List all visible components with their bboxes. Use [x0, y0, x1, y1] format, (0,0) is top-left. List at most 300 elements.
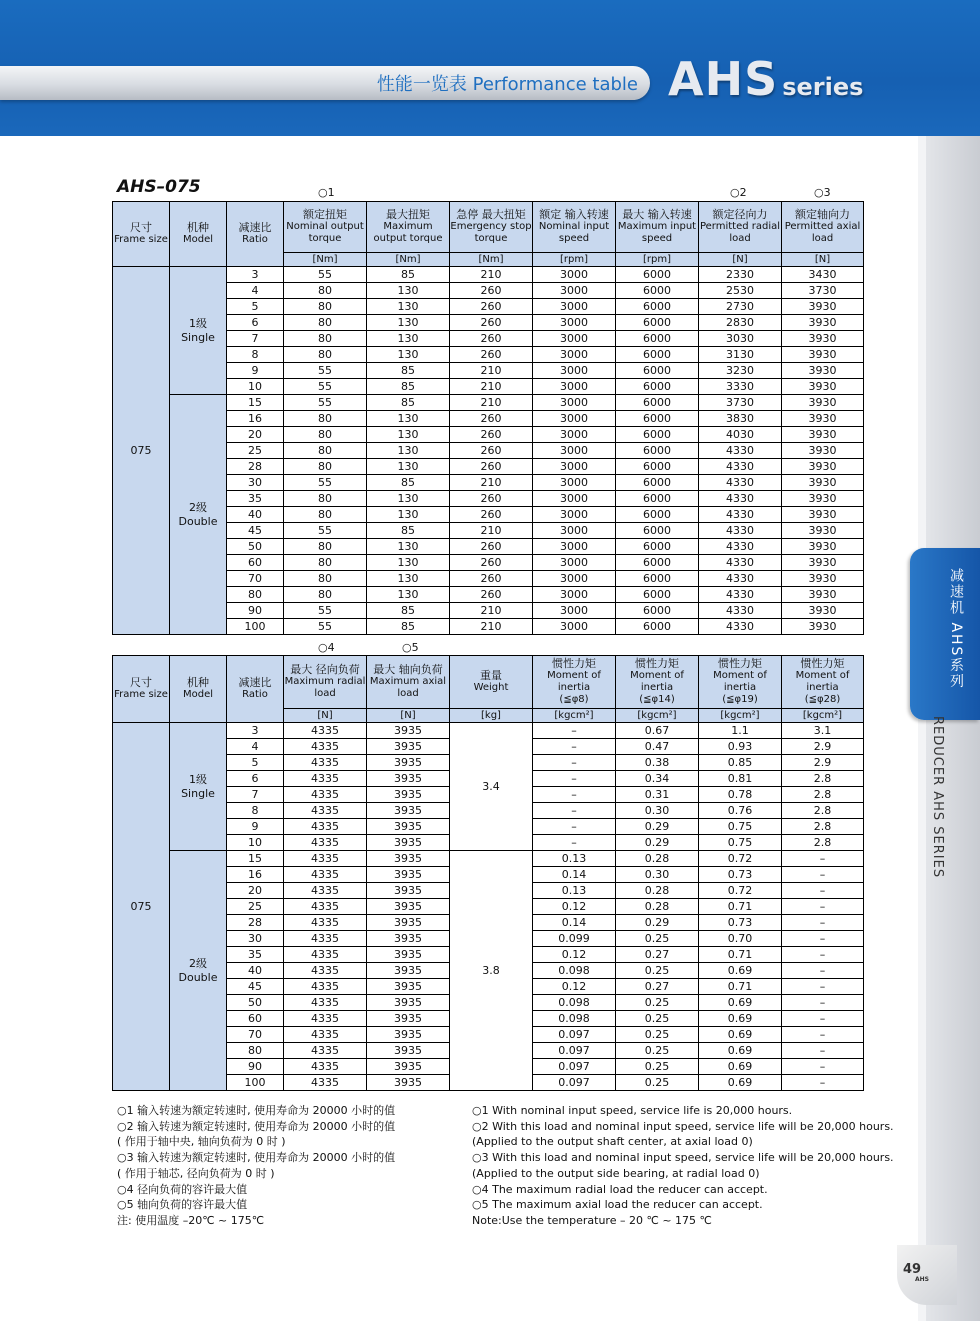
table-cell: 4330: [699, 507, 782, 523]
table-cell: 4335: [284, 803, 367, 819]
table-cell: 80: [284, 347, 367, 363]
header-en: Model: [182, 234, 214, 245]
marker-3: ○3: [814, 186, 831, 199]
frame-size-cell: 075: [113, 723, 170, 1091]
table-cell: 3930: [782, 571, 864, 587]
table-cell: 0.25: [616, 931, 699, 947]
unit-cell: [kgcm²]: [533, 709, 616, 723]
table-cell: –: [782, 867, 864, 883]
table-cell: 0.70: [699, 931, 782, 947]
header-cell: [113, 656, 170, 723]
table-cell: 0.69: [699, 1059, 782, 1075]
table-cell: 6000: [616, 331, 699, 347]
table-cell: 0.12: [533, 899, 616, 915]
table-cell: 0.27: [616, 979, 699, 995]
table-cell: 4335: [284, 995, 367, 1011]
table-cell: 50: [227, 995, 284, 1011]
table-cell: –: [782, 899, 864, 915]
table-cell: 80: [284, 491, 367, 507]
header-cn: 额定扭矩: [303, 208, 347, 221]
header-cell: [170, 656, 227, 723]
table-cell: 3000: [533, 603, 616, 619]
table-cell: 210: [450, 603, 533, 619]
page-title: 性能一览表 Performance table: [376, 74, 638, 95]
table-cell: 0.099: [533, 931, 616, 947]
table-cell: 3935: [367, 835, 450, 851]
header-row: [113, 202, 864, 253]
table-cell: 6000: [616, 571, 699, 587]
header-en: Frame size: [114, 234, 168, 245]
table-cell: 260: [450, 539, 533, 555]
table-cell: 2.8: [782, 771, 864, 787]
table-cell: 260: [450, 587, 533, 603]
table-cell: 4335: [284, 851, 367, 867]
inertia-table: [112, 655, 864, 1091]
note-line: Note:Use the temperature – 20 ℃ ~ 175 ℃: [472, 1213, 712, 1227]
header-sub: (≦φ28): [804, 694, 841, 705]
table-cell: 4030: [699, 427, 782, 443]
table-cell: 3930: [782, 603, 864, 619]
table-cell: –: [533, 787, 616, 803]
table-cell: 260: [450, 283, 533, 299]
header-cn: 最大 输入转速: [622, 208, 692, 221]
model-double-cn: 2级: [189, 956, 207, 970]
table-cell: 3230: [699, 363, 782, 379]
table-cell: 3935: [367, 723, 450, 739]
table-cell: –: [782, 931, 864, 947]
table-cell: 4: [227, 739, 284, 755]
header-cell: [284, 656, 367, 709]
table-cell: 0.34: [616, 771, 699, 787]
table-row: [113, 723, 864, 739]
header-en: Maximum output torque: [373, 221, 443, 244]
table-cell: 85: [367, 523, 450, 539]
table-cell: 4335: [284, 723, 367, 739]
table-cell: 45: [227, 523, 284, 539]
model-single-en: Single: [181, 330, 215, 344]
table-cell: 260: [450, 491, 533, 507]
table-cell: 6000: [616, 363, 699, 379]
unit-cell: [N]: [699, 253, 782, 267]
header-en: Moment of inertia: [713, 670, 767, 693]
table-cell: 3935: [367, 883, 450, 899]
table-cell: 4335: [284, 1075, 367, 1091]
table-cell: 0.67: [616, 723, 699, 739]
table-cell: 1.1: [699, 723, 782, 739]
table-cell: 0.097: [533, 1027, 616, 1043]
table-cell: 4335: [284, 1011, 367, 1027]
table-cell: 260: [450, 571, 533, 587]
note-line: (Applied to the output shaft center, at axial load 0): [472, 1135, 753, 1149]
table-cell: 0.81: [699, 771, 782, 787]
table-cell: 130: [367, 459, 450, 475]
table-cell: 60: [227, 1011, 284, 1027]
table-cell: 3935: [367, 771, 450, 787]
table-cell: 260: [450, 459, 533, 475]
table-cell: 30: [227, 931, 284, 947]
table-cell: 6000: [616, 379, 699, 395]
table-cell: 3: [227, 267, 284, 283]
table-cell: 3000: [533, 395, 616, 411]
table-cell: 3: [227, 723, 284, 739]
table-cell: –: [533, 755, 616, 771]
header-en: Nominal output torque: [286, 221, 364, 244]
table-cell: 3930: [782, 459, 864, 475]
table-cell: 4335: [284, 755, 367, 771]
table-cell: 80: [284, 299, 367, 315]
table-cell: 260: [450, 299, 533, 315]
performance-table: [112, 201, 864, 635]
note-line: 注: 使用温度 –20℃ ~ 175℃: [117, 1213, 265, 1227]
table-cell: 130: [367, 571, 450, 587]
header-cell: [533, 656, 616, 709]
header-cn: 额定 输入转速: [539, 208, 609, 221]
table-cell: 6000: [616, 395, 699, 411]
table-cell: 10: [227, 379, 284, 395]
table-cell: 0.69: [699, 1075, 782, 1091]
header-cn: 惯性力矩: [635, 657, 679, 670]
table-cell: 3330: [699, 379, 782, 395]
table-cell: 80: [284, 587, 367, 603]
model-double-cell: [170, 395, 227, 635]
table-cell: 3000: [533, 571, 616, 587]
table-cell: 20: [227, 883, 284, 899]
table-cell: 9: [227, 363, 284, 379]
table-cell: 3000: [533, 555, 616, 571]
note-line: ○5 The maximum axial load the reducer can accept.: [472, 1198, 763, 1212]
header-sub: (≦φ8): [559, 694, 589, 705]
table-cell: 6000: [616, 443, 699, 459]
table-cell: 2.9: [782, 755, 864, 771]
table-cell: 0.25: [616, 1059, 699, 1075]
table-cell: 16: [227, 411, 284, 427]
table-cell: 260: [450, 331, 533, 347]
table-cell: 260: [450, 427, 533, 443]
table-cell: 130: [367, 331, 450, 347]
table-cell: 2.8: [782, 835, 864, 851]
table-cell: 6000: [616, 619, 699, 635]
table-cell: 0.69: [699, 963, 782, 979]
header-cell: [367, 656, 450, 709]
table-cell: 6000: [616, 347, 699, 363]
note-line: ○3 输入转速为额定转速时, 使用寿命为 20000 小时的值: [117, 1151, 396, 1165]
table-cell: 6000: [616, 523, 699, 539]
table-header: [113, 656, 864, 723]
marker-1: ○1: [318, 186, 335, 199]
table-cell: 0.25: [616, 1011, 699, 1027]
marker-4: ○4: [318, 641, 335, 654]
model-single-cn: 1级: [189, 316, 207, 330]
header-cell: [284, 202, 367, 253]
table-cell: 0.28: [616, 883, 699, 899]
table-cell: 0.69: [699, 1043, 782, 1059]
series-label: series: [782, 73, 864, 101]
table-cell: 260: [450, 443, 533, 459]
table-cell: 3000: [533, 443, 616, 459]
table-cell: 40: [227, 963, 284, 979]
header-cell: [616, 656, 699, 709]
table-cell: 0.71: [699, 979, 782, 995]
table-cell: 0.47: [616, 739, 699, 755]
table-cell: 0.27: [616, 947, 699, 963]
table-cell: 4330: [699, 619, 782, 635]
table-cell: 210: [450, 267, 533, 283]
table-cell: 4335: [284, 771, 367, 787]
weight-single-cell: 3.4: [450, 723, 533, 851]
table-cell: 130: [367, 491, 450, 507]
notes-english: [472, 1103, 894, 1229]
table-cell: 0.25: [616, 963, 699, 979]
table-cell: 0.098: [533, 995, 616, 1011]
table-cell: 90: [227, 1059, 284, 1075]
table-cell: 80: [227, 587, 284, 603]
table-cell: 260: [450, 555, 533, 571]
header-cn: 尺寸: [130, 676, 152, 689]
unit-cell: [rpm]: [616, 253, 699, 267]
table-cell: 80: [284, 555, 367, 571]
table-cell: 210: [450, 363, 533, 379]
table-cell: 4330: [699, 475, 782, 491]
header-en: Weight: [473, 682, 509, 693]
table-cell: 55: [284, 603, 367, 619]
table-cell: 85: [367, 603, 450, 619]
side-gap: [918, 136, 926, 1321]
table-cell: –: [782, 1043, 864, 1059]
table-cell: 4335: [284, 867, 367, 883]
table-cell: 4330: [699, 443, 782, 459]
table-cell: 20: [227, 427, 284, 443]
table-cell: 4335: [284, 915, 367, 931]
table-cell: 55: [284, 379, 367, 395]
table-cell: 3430: [782, 267, 864, 283]
table-cell: 0.25: [616, 1075, 699, 1091]
table-cell: –: [533, 739, 616, 755]
table-row: [113, 267, 864, 283]
table-cell: 3000: [533, 411, 616, 427]
unit-cell: [Nm]: [284, 253, 367, 267]
table-cell: 70: [227, 1027, 284, 1043]
note-line: ○4 径向负荷的容许最大值: [117, 1182, 248, 1196]
table-cell: 130: [367, 411, 450, 427]
header-cell: [699, 656, 782, 709]
table-cell: 130: [367, 539, 450, 555]
model-double-cn: 2级: [189, 500, 207, 514]
note-line: ○5 轴向负荷的容许最大值: [117, 1198, 248, 1212]
table-cell: 3930: [782, 331, 864, 347]
note-line: (Applied to the output side bearing, at radial load 0): [472, 1166, 760, 1180]
table-body: [113, 267, 864, 635]
table-cell: 5: [227, 299, 284, 315]
table-cell: 0.097: [533, 1075, 616, 1091]
table-cell: 3935: [367, 787, 450, 803]
table-cell: 3730: [699, 395, 782, 411]
table-cell: 130: [367, 427, 450, 443]
header-en: Frame size: [114, 689, 168, 700]
table-cell: 0.38: [616, 755, 699, 771]
table-cell: 0.75: [699, 835, 782, 851]
table-cell: 6000: [616, 267, 699, 283]
table-cell: 4330: [699, 491, 782, 507]
note-line: ○4 The maximum radial load the reducer can accept.: [472, 1182, 768, 1196]
table-cell: 8: [227, 803, 284, 819]
table-cell: –: [782, 963, 864, 979]
side-tab-label: 减速机 AHS系列: [948, 568, 964, 690]
table-cell: 4330: [699, 539, 782, 555]
table-cell: 6000: [616, 411, 699, 427]
table-cell: 35: [227, 947, 284, 963]
table-cell: 4335: [284, 931, 367, 947]
table-cell: 4335: [284, 739, 367, 755]
table-header: [113, 202, 864, 267]
table-cell: 60: [227, 555, 284, 571]
table-cell: 130: [367, 443, 450, 459]
unit-cell: [kgcm²]: [616, 709, 699, 723]
table-cell: 3930: [782, 315, 864, 331]
table-cell: 6: [227, 771, 284, 787]
table-cell: 55: [284, 395, 367, 411]
table-cell: 260: [450, 507, 533, 523]
table-cell: 4335: [284, 963, 367, 979]
header-en: Model: [182, 689, 214, 700]
table-cell: 3935: [367, 851, 450, 867]
unit-cell: [N]: [782, 253, 864, 267]
table-cell: 15: [227, 851, 284, 867]
unit-cell: [kg]: [450, 709, 533, 723]
table-cell: 3930: [782, 555, 864, 571]
table-cell: 40: [227, 507, 284, 523]
table-cell: 3935: [367, 947, 450, 963]
header-cn: 最大 径向负荷: [290, 663, 360, 676]
table-cell: 0.69: [699, 1011, 782, 1027]
table-cell: 3000: [533, 363, 616, 379]
table-cell: 3935: [367, 803, 450, 819]
table-cell: 55: [284, 523, 367, 539]
side-tab: [910, 548, 980, 720]
table-cell: 85: [367, 379, 450, 395]
table-cell: –: [782, 979, 864, 995]
table-cell: 85: [367, 395, 450, 411]
unit-cell: [rpm]: [533, 253, 616, 267]
table-cell: –: [533, 771, 616, 787]
table-cell: 6000: [616, 427, 699, 443]
table-cell: 80: [284, 427, 367, 443]
table-cell: 0.69: [699, 1027, 782, 1043]
header-cn: 机种: [187, 221, 209, 234]
table-cell: 3930: [782, 379, 864, 395]
table-cell: 260: [450, 315, 533, 331]
header-en: Permitted axial load: [784, 221, 861, 244]
table-cell: 0.29: [616, 835, 699, 851]
table-cell: 80: [284, 539, 367, 555]
table-cell: 3930: [782, 587, 864, 603]
header-cell: [450, 656, 533, 709]
header-cn: 急停 最大扭矩: [456, 208, 526, 221]
unit-cell: [Nm]: [367, 253, 450, 267]
header-en: Moment of inertia: [795, 670, 850, 693]
table-cell: 4335: [284, 947, 367, 963]
table-cell: 7: [227, 787, 284, 803]
table-cell: 100: [227, 1075, 284, 1091]
table-cell: 4330: [699, 571, 782, 587]
table-cell: 3000: [533, 539, 616, 555]
table-cell: 3930: [782, 475, 864, 491]
table-cell: 80: [284, 507, 367, 523]
side-series-label: REDUCER AHS SERIES: [930, 716, 945, 879]
table-cell: 3935: [367, 1011, 450, 1027]
table-cell: 3935: [367, 1059, 450, 1075]
note-line: ○1 输入转速为额定转速时, 使用寿命为 20000 小时的值: [117, 1104, 396, 1117]
note-line: ○3 With this load and nominal input speed, service life will be 20,000 hours.: [472, 1151, 894, 1165]
weight-double-cell: 3.8: [450, 851, 533, 1091]
header-cn: 惯性力矩: [800, 657, 845, 670]
table-cell: –: [533, 835, 616, 851]
table-cell: 35: [227, 491, 284, 507]
series-logo: [668, 52, 863, 106]
unit-cell: [Nm]: [450, 253, 533, 267]
table-cell: 3130: [699, 347, 782, 363]
table-cell: 130: [367, 555, 450, 571]
table-cell: 3000: [533, 379, 616, 395]
table-cell: –: [533, 803, 616, 819]
table-cell: 3000: [533, 491, 616, 507]
note-line: ○2 With this load and nominal input speed, service life will be 20,000 hours.: [472, 1119, 894, 1133]
frame-size-cell: 075: [113, 267, 170, 635]
model-double-cell: [170, 851, 227, 1091]
table-cell: 0.31: [616, 787, 699, 803]
table-cell: 80: [284, 443, 367, 459]
table-cell: 3000: [533, 315, 616, 331]
table-cell: 3000: [533, 267, 616, 283]
table-cell: 25: [227, 443, 284, 459]
model-double-en: Double: [178, 970, 218, 984]
table-cell: 0.78: [699, 787, 782, 803]
header-cell: [113, 202, 170, 267]
marker-5: ○5: [402, 641, 419, 654]
table-cell: 8: [227, 347, 284, 363]
header-cn: 惯性力矩: [718, 657, 762, 670]
table-cell: 0.29: [616, 915, 699, 931]
page-sub-label: AHS: [915, 1276, 929, 1283]
table-cell: 0.28: [616, 899, 699, 915]
table-cell: 4335: [284, 883, 367, 899]
table-cell: –: [533, 819, 616, 835]
table-cell: 3000: [533, 619, 616, 635]
table-cell: –: [533, 723, 616, 739]
table-cell: 0.71: [699, 947, 782, 963]
table-cell: 2530: [699, 283, 782, 299]
unit-cell: [N]: [284, 709, 367, 723]
header-cn: 额定径向力: [712, 208, 768, 221]
model-single-cell: [170, 267, 227, 395]
table-cell: 80: [284, 283, 367, 299]
table-cell: 210: [450, 619, 533, 635]
header-cell: [782, 202, 864, 253]
table-cell: 3935: [367, 995, 450, 1011]
header-cn: 额定轴向力: [795, 208, 850, 221]
table-cell: 4335: [284, 979, 367, 995]
table-cell: 3935: [367, 867, 450, 883]
table-cell: –: [782, 947, 864, 963]
table-cell: 45: [227, 979, 284, 995]
section-title: AHS–075: [117, 177, 201, 197]
table-cell: 15: [227, 395, 284, 411]
page-header: [0, 0, 980, 136]
table-cell: 0.85: [699, 755, 782, 771]
table-cell: 0.12: [533, 979, 616, 995]
table-cell: 70: [227, 571, 284, 587]
model-single-en: Single: [181, 786, 215, 800]
table-cell: 5: [227, 755, 284, 771]
